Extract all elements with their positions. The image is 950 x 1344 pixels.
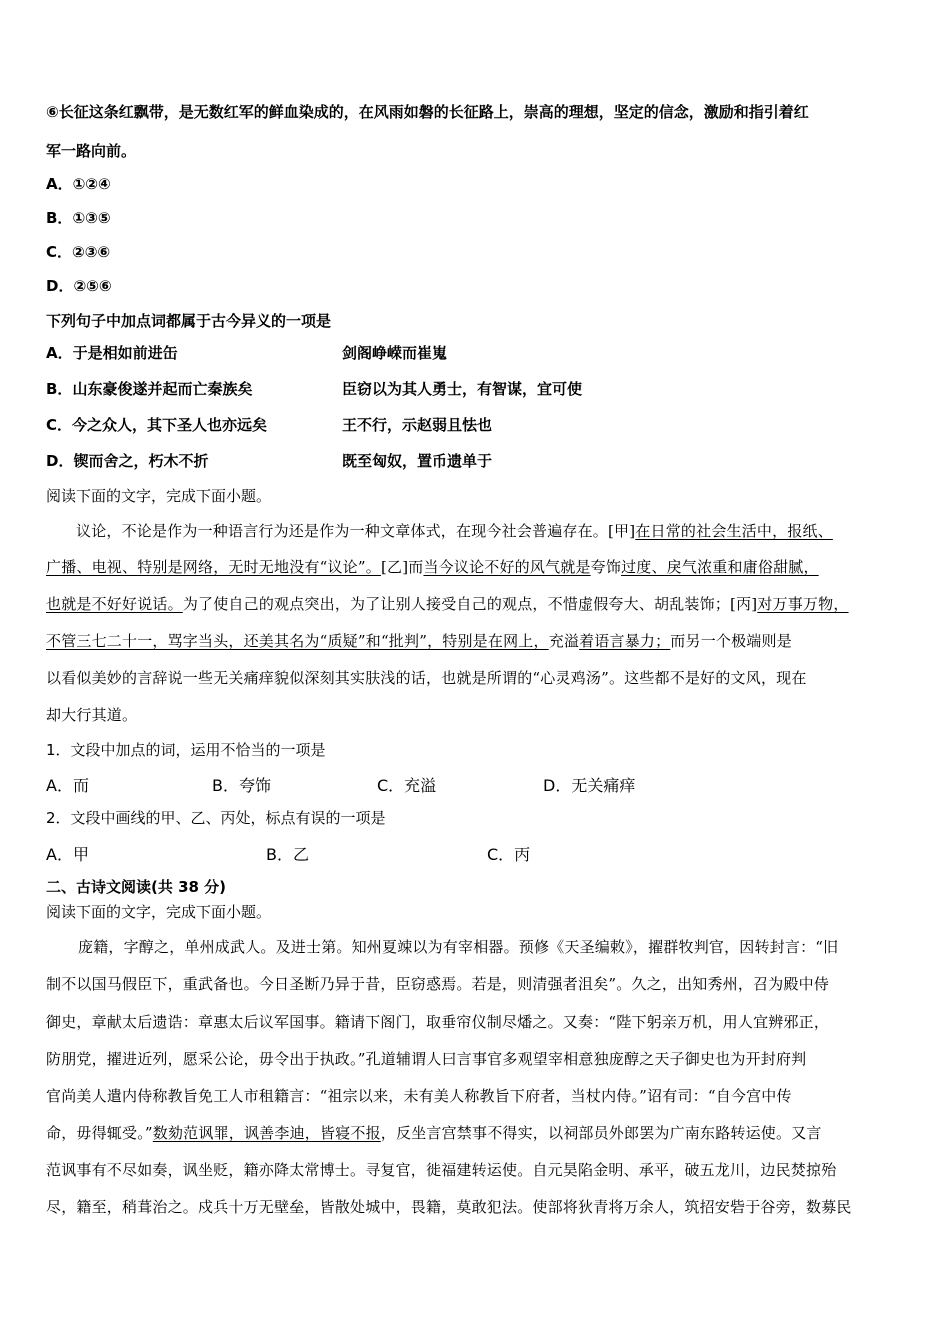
dotted-word-chongyi: 充溢 — [548, 632, 580, 650]
q6-option-a[interactable] — [46, 342, 178, 363]
passage-line-4 — [46, 630, 792, 651]
underline-jia: 在日常的社会生活中，报纸、 — [635, 522, 833, 540]
option-text: ②⑤⑥ — [73, 277, 112, 295]
classical-line-4: 防朋党，擢进近列，愿采公论，毋令出于执政。”孔道辅谓人曰言事官多观望宰相意独庞醇之天子御史也为开封府判 — [46, 1050, 807, 1068]
option-left: 锲而舍之，朽木不折 — [73, 452, 209, 470]
q6-option-b[interactable] — [46, 378, 252, 399]
item-6-line-2: 军一路向前。 — [46, 142, 137, 160]
option-label: C． — [46, 243, 73, 261]
sub1-option-c[interactable]: C．充溢 — [377, 776, 437, 795]
classical-line-1: 庞籍，字醇之，单州成武人。及进士第。知州夏竦以为有宰相器。预修《天圣编敕》，擢群牧判官，因转封言：“旧 — [78, 938, 839, 956]
option-text: ②③⑥ — [72, 243, 111, 261]
reading1-intro: 阅读下面的文字，完成下面小题。 — [46, 487, 272, 505]
option-text: ①②④ — [72, 175, 111, 193]
q5-option-d[interactable] — [46, 275, 112, 296]
classical-line-3: 御史，章献太后遗诰：章惠太后议军国事。籍请下阁门，取垂帘仪制尽燔之。又奏：“陛下躬亲万机，用人宜辨邪正， — [46, 1013, 830, 1031]
sub1-option-d[interactable]: D．无关痛痒 — [543, 776, 636, 795]
option-left: 山东豪俊遂并起而亡秦族矣 — [72, 380, 253, 398]
option-label: A． — [46, 175, 73, 193]
classical-line-8: 尽，籍至，稍葺治之。戍兵十万无壁垒，皆散处城中，畏籍，莫敢犯法。使部将狄青将万余人，筑招安砦于谷旁，数募民 — [46, 1198, 852, 1216]
option-left: 于是相如前进缶 — [72, 344, 178, 362]
passage-line-6: 却大行其道。 — [46, 706, 138, 724]
sub1-option-b[interactable]: B．夸饰 — [212, 776, 271, 795]
passage-line-3 — [46, 593, 849, 614]
q5-option-c[interactable] — [46, 241, 110, 262]
sub2-option-c[interactable]: C．丙 — [487, 845, 531, 864]
q6-option-c[interactable] — [46, 414, 267, 435]
reading2-intro: 阅读下面的文字，完成下面小题。 — [46, 903, 272, 921]
classical-line-7: 范讽事有不尽如奏，讽坐贬，籍亦降太常博士。寻复官，徙福建转运使。自元昊陷金明、承平，破五龙川，边民焚掠殆 — [46, 1161, 837, 1179]
option-label: D． — [46, 452, 74, 470]
passage-text: 而另一个极端则是 — [670, 632, 792, 650]
dotted-word-kuashi: 夸饰 — [590, 558, 622, 576]
sub2-option-b[interactable]: B．乙 — [266, 845, 309, 864]
q6-stem: 下列句子中加点词都属于古今异义的一项是 — [46, 312, 332, 330]
sub2-stem: 2．文段中画线的甲、乙、丙处，标点有误的一项是 — [46, 809, 386, 827]
passage-text: 为了使自己的观点突出，为了让别人接受自己的观点，不惜虚假夸大、胡乱装饰；[丙] — [182, 595, 758, 613]
classical-text: 命，毋得辄受。” — [46, 1124, 153, 1142]
q6-option-d[interactable] — [46, 450, 208, 471]
passage-line-1 — [76, 520, 833, 541]
option-label: D． — [46, 277, 74, 295]
option-text: ①③⑤ — [72, 209, 111, 227]
q6-option-b-right: 臣窃以为其人勇士，有智谋，宜可使 — [342, 380, 583, 398]
q6-option-a-right: 剑阁峥嵘而崔嵬 — [342, 344, 448, 362]
underline-jia-cont: 广播、电视、特别是网络，无时无地没有“议论”。 — [46, 558, 381, 576]
q6-option-d-right: 既至匈奴，置币遗单于 — [342, 452, 493, 470]
passage-text: 议论，不论是作为一种语言行为还是作为一种文章体式，在现今社会普遍存在。[甲] — [76, 522, 636, 540]
q6-option-c-right: 王不行，示赵弱且怯也 — [342, 416, 493, 434]
option-label: C． — [46, 416, 73, 434]
underline-bing-cont: 不管三七二十一，骂字当头，还美其名为“质疑”和“批判”，特别是在网上， — [46, 632, 549, 650]
sub1-option-a[interactable]: A．而 — [46, 776, 89, 795]
classical-text: ，反坐言宫禁事不得实，以祠部员外郎罢为广南东路转运使。又言 — [380, 1124, 822, 1142]
underline-bing: 对万事万物， — [757, 595, 849, 613]
option-label: B． — [46, 380, 73, 398]
option-label: A． — [46, 344, 73, 362]
item-6-line-1: ⑥长征这条红飘带，是无数红军的鲜血染成的，在风雨如磐的长征路上，崇高的理想，坚定的信念，激励和指引着红 — [46, 103, 809, 121]
passage-text: [乙]而 — [380, 558, 424, 576]
option-left: 今之众人，其下圣人也亦远矣 — [72, 416, 268, 434]
option-label: B． — [46, 209, 73, 227]
classical-line-6 — [46, 1122, 822, 1143]
classical-line-2: 制不以国马假臣下，重武备也。今日圣断乃异于昔，臣窃惑焉。若是，则清强者沮矣”。久之，出知秀州，召为殿中侍 — [46, 975, 830, 993]
sub2-option-a[interactable]: A．甲 — [46, 845, 89, 864]
passage-line-2 — [46, 556, 819, 577]
classical-line-5: 官尚美人遣内侍称教旨免工人市租籍言：“祖宗以来，未有美人称教旨下府者，当杖内侍。”诏有司：“自今宫中传 — [46, 1087, 792, 1105]
sub1-stem: 1．文段中加点的词，运用不恰当的一项是 — [46, 741, 326, 759]
section-2-heading: 二、古诗文阅读(共 38 分) — [46, 878, 227, 896]
underline-bing-end: 着语言暴力； — [579, 632, 671, 650]
passage-line-5: 以看似美妙的言辞说一些无关痛痒貌似深刻其实肤浅的话，也就是所谓的“心灵鸡汤”。这些都不是好的文风，现在 — [46, 669, 807, 687]
underline-yi-cont: 过度、戾气浓重和庸俗甜腻， — [621, 558, 819, 576]
underline-yi-end: 也就是不好好说话。 — [46, 595, 183, 613]
underline-yi: 当今议论不好的风气就是 — [423, 558, 591, 576]
q5-option-b[interactable] — [46, 207, 111, 228]
q5-option-a[interactable] — [46, 173, 111, 194]
underlined-sentence: 数劾范讽罪，讽善李迪，皆寝不报 — [152, 1124, 381, 1142]
